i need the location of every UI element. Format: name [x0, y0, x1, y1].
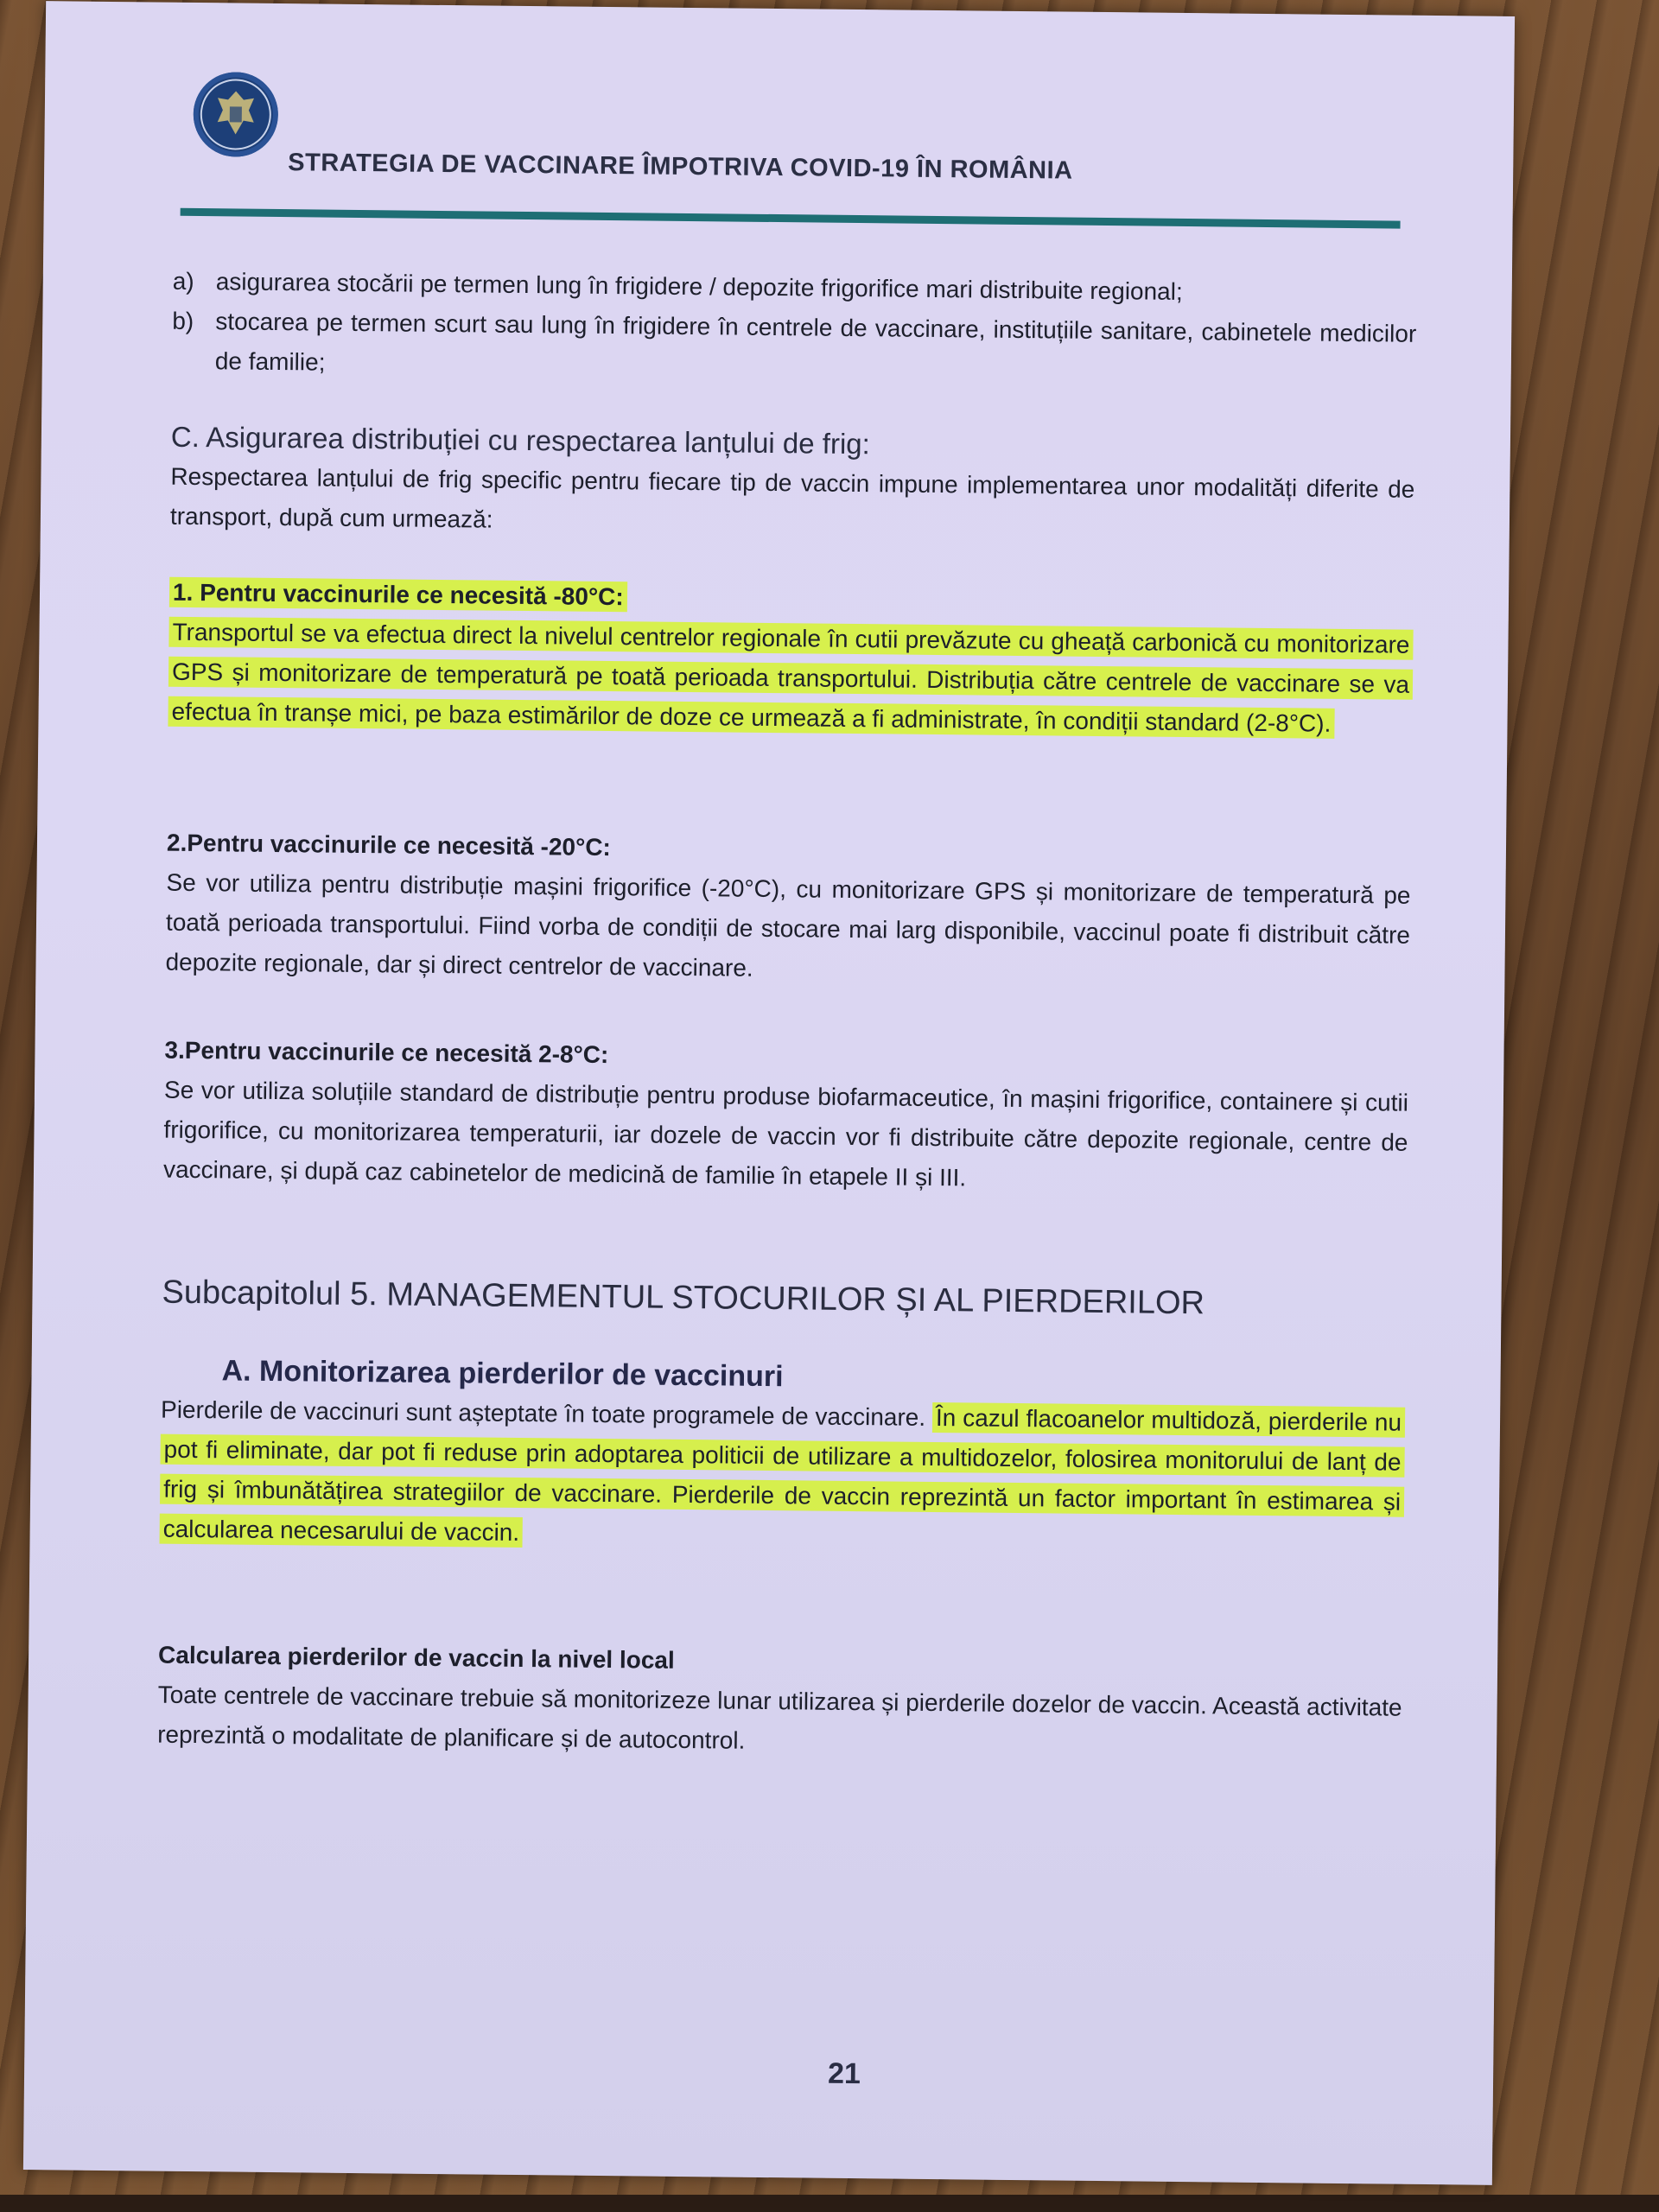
cold-chain-heading: 1. Pentru vaccinurile ce necesită -80°C: — [169, 577, 627, 613]
list-item — [172, 302, 1417, 394]
cold-chain-item-3 — [163, 1031, 1409, 1203]
storage-list — [172, 262, 1417, 394]
section-a — [159, 1351, 1405, 1562]
section-a-paragraph — [159, 1390, 1405, 1562]
local-heading: Calcularea pierderilor de vaccin la nivel local — [157, 1641, 675, 1674]
section-c — [170, 417, 1415, 550]
section-a-text: Pierderile de vaccinuri sunt așteptate în toate programele de vaccinare. — [160, 1395, 933, 1431]
cold-chain-heading: 2.Pentru vaccinurile ce necesită -20°C: — [166, 829, 612, 861]
section-a-heading: A. Monitorizarea pierderilor de vaccinuri — [221, 1354, 784, 1394]
cold-chain-text: Se vor utiliza pentru distribuție mașini frigorifice (-20°C), cu monitorizare GPS și monitorizare de temperatură pe toată perioada transportului. Fiind vorba de condiții de stocare mai larg disponibile, vaccinul poate fi distribuit către depozite regionale, dar și direct centrelor de vaccinare. — [165, 868, 1411, 982]
page-content — [148, 54, 1419, 2091]
section-c-intro: Respectarea lanțului de frig specific pentru fiecare tip de vaccin impune implementarea unor modalități diferite de transport, după cum urmează: — [169, 462, 1415, 533]
cold-chain-text: Se vor utiliza soluțiile standard de distribuție pentru produse biofarmaceutice, în mașini frigorifice, containere și cutii frigorifice, cu monitorizarea temperaturii, iar dozele de vaccin vor fi distribuite către depozite regionale, centre de vaccinare, și după caz cabinetelor de medicină de familie în etapele II și III. — [162, 1076, 1409, 1192]
cold-chain-item-1 — [168, 573, 1414, 745]
government-crest-icon — [193, 72, 278, 157]
subchapter-5 — [162, 1273, 1406, 1325]
document-page — [23, 1, 1515, 2185]
cold-chain-text: Transportul se va efectua direct la nivelul centrelor regionale în cutii prevăzute cu gheață carbonică cu monitorizare GPS și monitorizare de temperatură pe toată perioada transportului. Distribuția către centrele de vaccinare se va efectua în tranșe mici, pe baza estimărilor de doze ce urmează a fi administrate, în condiții standard (2-8°C). — [168, 617, 1413, 739]
list-item-text: stocarea pe termen scurt sau lung în frigidere în centrele de vaccinare, instituțiile sanitare, cabinetele medicilor de familie; — [214, 308, 1417, 376]
list-item-text: asigurarea stocării pe termen lung în frigidere / depozite frigorifice mari distribuite regional; — [215, 268, 1183, 305]
document-title: STRATEGIA DE VACCINARE ÎMPOTRIVA COVID-19 ÎN ROMÂNIA — [288, 149, 1073, 185]
list-item-label: b) — [172, 307, 194, 334]
section-c-heading: C. Asigurarea distribuției cu respectarea lanțului de frig: — [170, 420, 870, 461]
cold-chain-heading: 3.Pentru vaccinurile ce necesită 2-8°C: — [164, 1036, 609, 1069]
subchapter-title: Subcapitolul 5. MANAGEMENTUL STOCURILOR ȘI AL PIERDERILOR — [162, 1274, 1205, 1322]
page-header — [148, 54, 1419, 185]
header-divider — [181, 208, 1401, 229]
local-calculation — [157, 1636, 1402, 1768]
list-item-label: a) — [172, 267, 194, 295]
local-text: Toate centrele de vaccinare trebuie să monitorizeze lunar utilizarea și pierderile dozelor de vaccin. Această activitate reprezintă o modalitate de planificare și de autocontrol. — [157, 1681, 1402, 1754]
table-edge — [0, 2195, 1659, 2212]
section-a-highlighted-text: În cazul flacoanelor multidoză, pierderile nu pot fi eliminate, dar pot fi reduse prin adoptarea politicii de utilizare a multidozelor, folosirea monitorului de lanț de frig și îmbunătățirea strategiilor de vaccinare. Pierderile de vaccin reprezintă un factor important în estimarea și calcularea necesarului de vaccin. — [159, 1402, 1405, 1548]
page-number: 21 — [827, 2056, 861, 2091]
cold-chain-item-2 — [165, 823, 1411, 995]
